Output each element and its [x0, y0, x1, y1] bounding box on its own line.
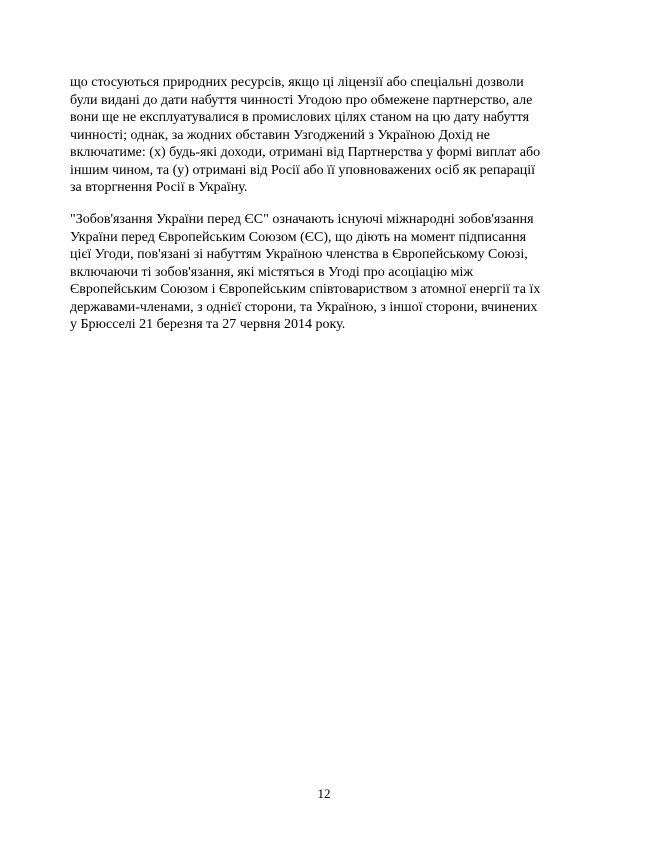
text-line: Європейським Союзом і Європейським співтовариством з атомної енергії та їх: [70, 282, 541, 297]
text-line: були видані до дати набуття чинності Угодою про обмежене партнерство, але: [70, 92, 533, 108]
page-number: 12: [317, 786, 331, 801]
text-line: включатиме: (x) будь-які доходи, отримані від Партнерства у формі виплат або: [70, 145, 541, 160]
text-line: "Зобов'язання України перед ЄС" означають існуючі міжнародні зобов'язання: [70, 212, 534, 227]
text-line: за вторгнення Росії в Україну.: [70, 180, 248, 195]
paragraph-revenue-definition: [70, 74, 590, 197]
text-line: іншим чином, та (y) отримані від Росії або її уповноважених осіб як репарації: [70, 162, 536, 178]
text-line: державами-членами, з однієї сторони, та Україною, з іншої сторони, вчинених: [70, 299, 538, 315]
text-line: що стосуються природних ресурсів, якщо ці ліцензії або спеціальні дозволи: [70, 75, 524, 90]
paragraph-eu-obligations-definition: [70, 211, 590, 334]
text-line: вони ще не експлуатувалися в промислових цілях станом на цю дату набуття: [70, 110, 530, 125]
text-line: включаючи ті зобов'язання, які містяться в Угоді про асоціацію між: [70, 264, 474, 280]
text-line: цієї Угоди, пов'язані зі набуттям Україною членства в Європейському Союзі,: [70, 247, 528, 262]
text-line: у Брюсселі 21 березня та 27 червня 2014 року.: [70, 317, 346, 332]
text-line: чинності; однак, за жодних обставин Узгоджений з Україною Дохід не: [70, 127, 490, 143]
text-line: України перед Європейським Союзом (ЄС), що діють на момент підписання: [70, 229, 527, 245]
